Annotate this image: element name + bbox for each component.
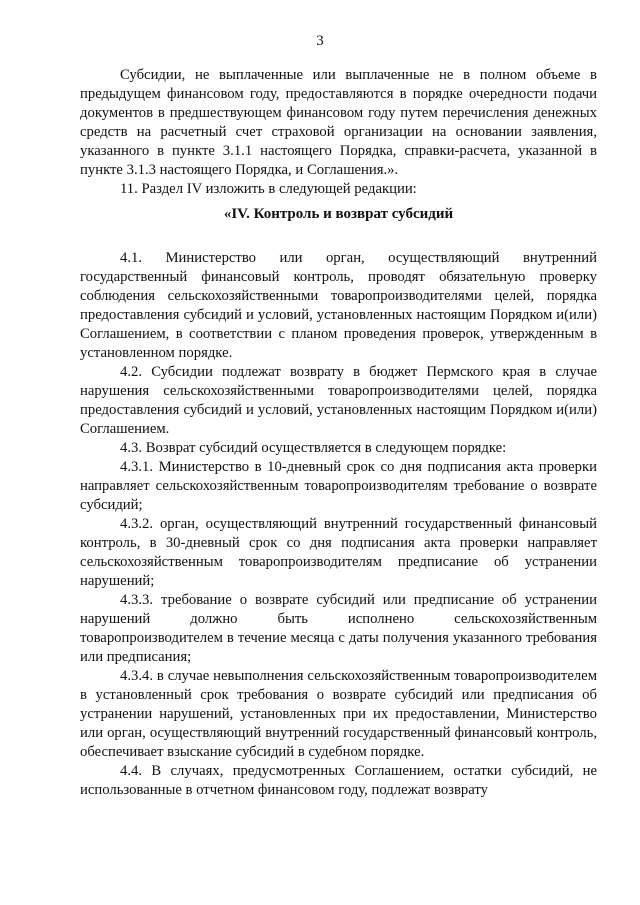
paragraph-item-11: 11. Раздел IV изложить в следующей редакции:: [120, 181, 417, 197]
paragraph-4-1: 4.1. Министерство или орган, осуществляющий внутренний государственный финансовый контроль, проводят обязательную проверку соблюдения сельскохозяйственными товаропроизводителями целей, порядка предоставления субсидий и условий, установленных настоящим Порядком и(или) Соглашением, в соответствии с планом проведения проверок, утвержденным в установленном порядке.: [80, 250, 597, 361]
paragraph-4-2: 4.2. Субсидии подлежат возврату в бюджет Пермского края в случае нарушения сельскохозяйственными товаропроизводителями целей, порядка предоставления субсидий и условий, установленных настоящим Порядком и(или) Соглашением.: [80, 364, 597, 437]
document-body: [80, 66, 597, 800]
paragraph-4-4: 4.4. В случаях, предусмотренных Соглашением, остатки субсидий, не использованные в отчетном финансовом году, подлежат возврату: [80, 763, 597, 798]
paragraph-4-3-1: 4.3.1. Министерство в 10-дневный срок со дня подписания акта проверки направляет сельскохозяйственным товаропроизводителям требование о возврате субсидий;: [80, 459, 597, 513]
section-heading: «IV. Контроль и возврат субсидий: [223, 206, 454, 222]
page-number: 3: [316, 33, 324, 49]
paragraph-4-3-2: 4.3.2. орган, осуществляющий внутренний государственный финансовый контроль, в 30-дневный срок со дня подписания акта проверки направляет сельскохозяйственным товаропроизводителям предписание об устранении нарушений;: [80, 516, 597, 589]
paragraph-4-3: 4.3. Возврат субсидий осуществляется в следующем порядке:: [120, 440, 507, 456]
paragraph-4-3-3: 4.3.3. требование о возврате субсидий или предписание об устранении нарушений должно быть исполнено сельскохозяйственным товаропроизводителем в течение месяца с даты получения указанного требования или предписания;: [80, 592, 597, 665]
paragraph-subsidies-unpaid: Субсидии, не выплаченные или выплаченные не в полном объеме в предыдущем финансовом году, предоставляются в порядке очередности подачи документов в предшествующем финансовом году путем перечисления денежных средств на расчетный счет страховой организации на основании заявления, указанного в пункте 3.1.1 настоящего Порядка, справки-расчета, указанной в пункте 3.1.3 настоящего Порядка, и Соглашения.».: [80, 67, 597, 178]
paragraph-4-3-4: 4.3.4. в случае невыполнения сельскохозяйственным товаропроизводителем в установленный срок требования о возврате субсидий или предписания об устранении нарушений, установленных при их предоставлении, Министерство или орган, осуществляющий внутренний государственный финансовый контроль, обеспечивает взыскание субсидий в судебном порядке.: [80, 668, 597, 760]
